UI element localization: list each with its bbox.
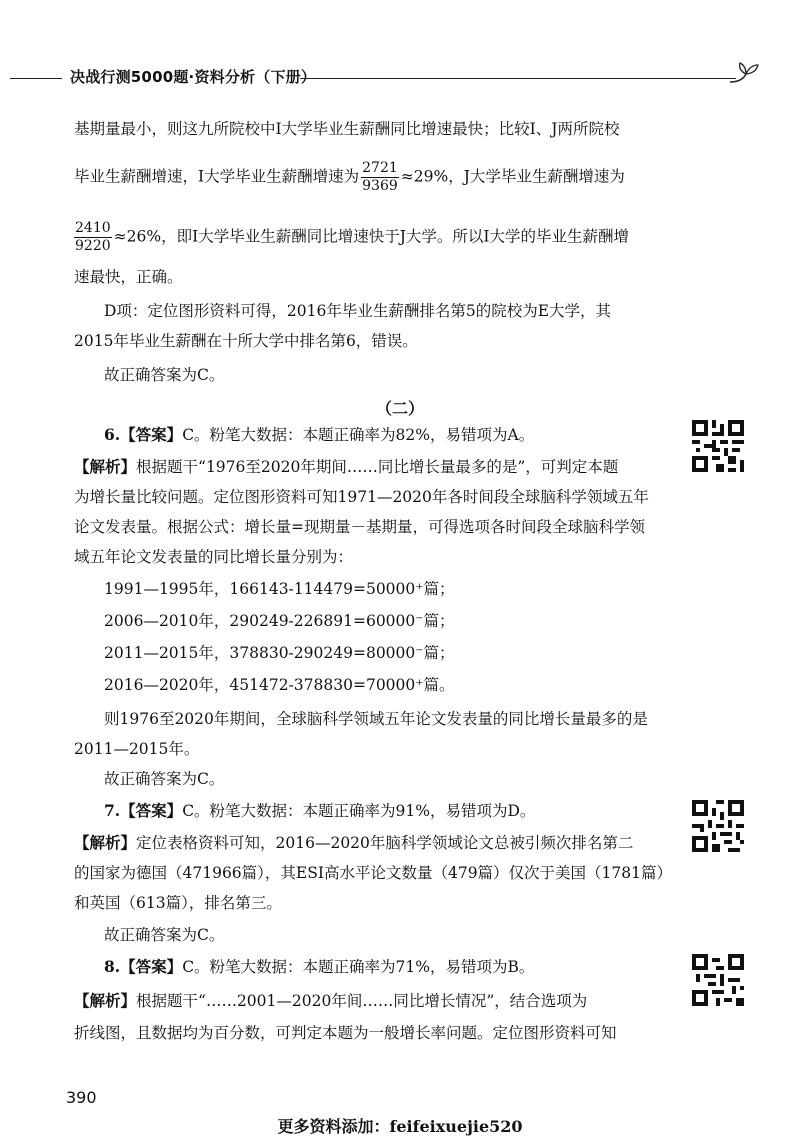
- analysis-line: 则1976至2020年期间，全球脑科学领域五年论文发表量的同比增长量最多的是: [104, 710, 648, 728]
- body-line: 2015年毕业生薪酬在十所大学中排名第6，错误。: [74, 332, 418, 350]
- sprout-icon: [728, 60, 764, 90]
- header-rule-right: [300, 78, 736, 79]
- fraction: $\frac{2410}{9220}$: [75, 220, 111, 254]
- calc-line: 1991—1995年，166143-114479=50000⁺篇；: [104, 580, 455, 598]
- header-rule-left: [10, 78, 62, 79]
- page-number: 390: [66, 1088, 97, 1107]
- footer-watermark: 更多资料添加：feifeixuejie520: [277, 1117, 523, 1136]
- analysis-line: 【解析】根据题干“……2001—2020年间……同比增长情况”，结合选项为: [74, 991, 588, 1010]
- analysis-line: 的国家为德国（471966篇），其ESI高水平论文数量（479篇）仅次于美国（1781篇）: [74, 864, 673, 882]
- analysis-line: 论文发表量。根据公式：增长量=现期量－基期量，可得选项各时间段全球脑科学领: [74, 518, 645, 536]
- qr-code-icon: [692, 420, 744, 472]
- calc-line: 2016—2020年，451472-378830=70000⁺篇。: [104, 676, 455, 694]
- calc-line: 2011—2015年，378830-290249=80000⁻篇；: [104, 644, 455, 662]
- body-line: D项：定位图形资料可得，2016年毕业生薪酬排名第5的院校为E大学，其: [104, 302, 612, 320]
- analysis-line: 域五年论文发表量的同比增长量分别为：: [74, 548, 354, 566]
- analysis-line: 【解析】定位表格资料可知，2016—2020年脑科学领域论文总被引频次排名第二: [74, 833, 634, 852]
- analysis-line: 【解析】根据题干“1976至2020年期间……同比增长量最多的是”，可判定本题: [74, 457, 619, 476]
- answer-line: 6.【答案】C。粉笔大数据：本题正确率为82%，易错项为A。: [104, 425, 535, 444]
- qr-code-icon: [692, 800, 744, 852]
- section-title: （二）: [375, 399, 424, 418]
- qr-code-icon: [692, 954, 744, 1006]
- body-line: 故正确答案为C。: [104, 366, 225, 384]
- fraction: $\frac{2721}{9369}$: [362, 160, 398, 194]
- body-line: $\frac{2410}{9220}$ ≈26%，即I大学毕业生薪酬同比增速快于J大学。所以I大学的毕业生薪酬增: [75, 220, 630, 254]
- running-header: [0, 60, 800, 100]
- body-line: 速最快，正确。: [74, 268, 183, 286]
- analysis-line: 折线图，且数据均为百分数，可判定本题为一般增长率问题。定位图形资料可知: [74, 1024, 617, 1042]
- answer-line: 7.【答案】C。粉笔大数据：本题正确率为91%，易错项为D。: [104, 801, 536, 820]
- header-title: 决战行测5000题·资料分析（下册）: [70, 68, 317, 86]
- analysis-line: 为增长量比较问题。定位图形资料可知1971—2020年各时间段全球脑科学领域五年: [74, 488, 649, 506]
- conclusion-line: 故正确答案为C。: [104, 770, 225, 788]
- calc-line: 2006—2010年，290249-226891=60000⁻篇；: [104, 612, 455, 630]
- conclusion-line: 故正确答案为C。: [104, 926, 225, 944]
- body-line: 基期量最小，则这九所院校中I大学毕业生薪酬同比增速最快；比较I、J两所院校: [74, 120, 620, 138]
- answer-line: 8.【答案】C。粉笔大数据：本题正确率为71%，易错项为B。: [104, 957, 535, 976]
- analysis-line: 和英国（613篇），排名第三。: [74, 894, 282, 912]
- body-line: 毕业生薪酬增速，I大学毕业生薪酬增速为 $\frac{2721}{9369}$ ≈29%，J大学毕业生薪酬增速为: [74, 160, 625, 194]
- analysis-line: 2011—2015年。: [74, 740, 200, 758]
